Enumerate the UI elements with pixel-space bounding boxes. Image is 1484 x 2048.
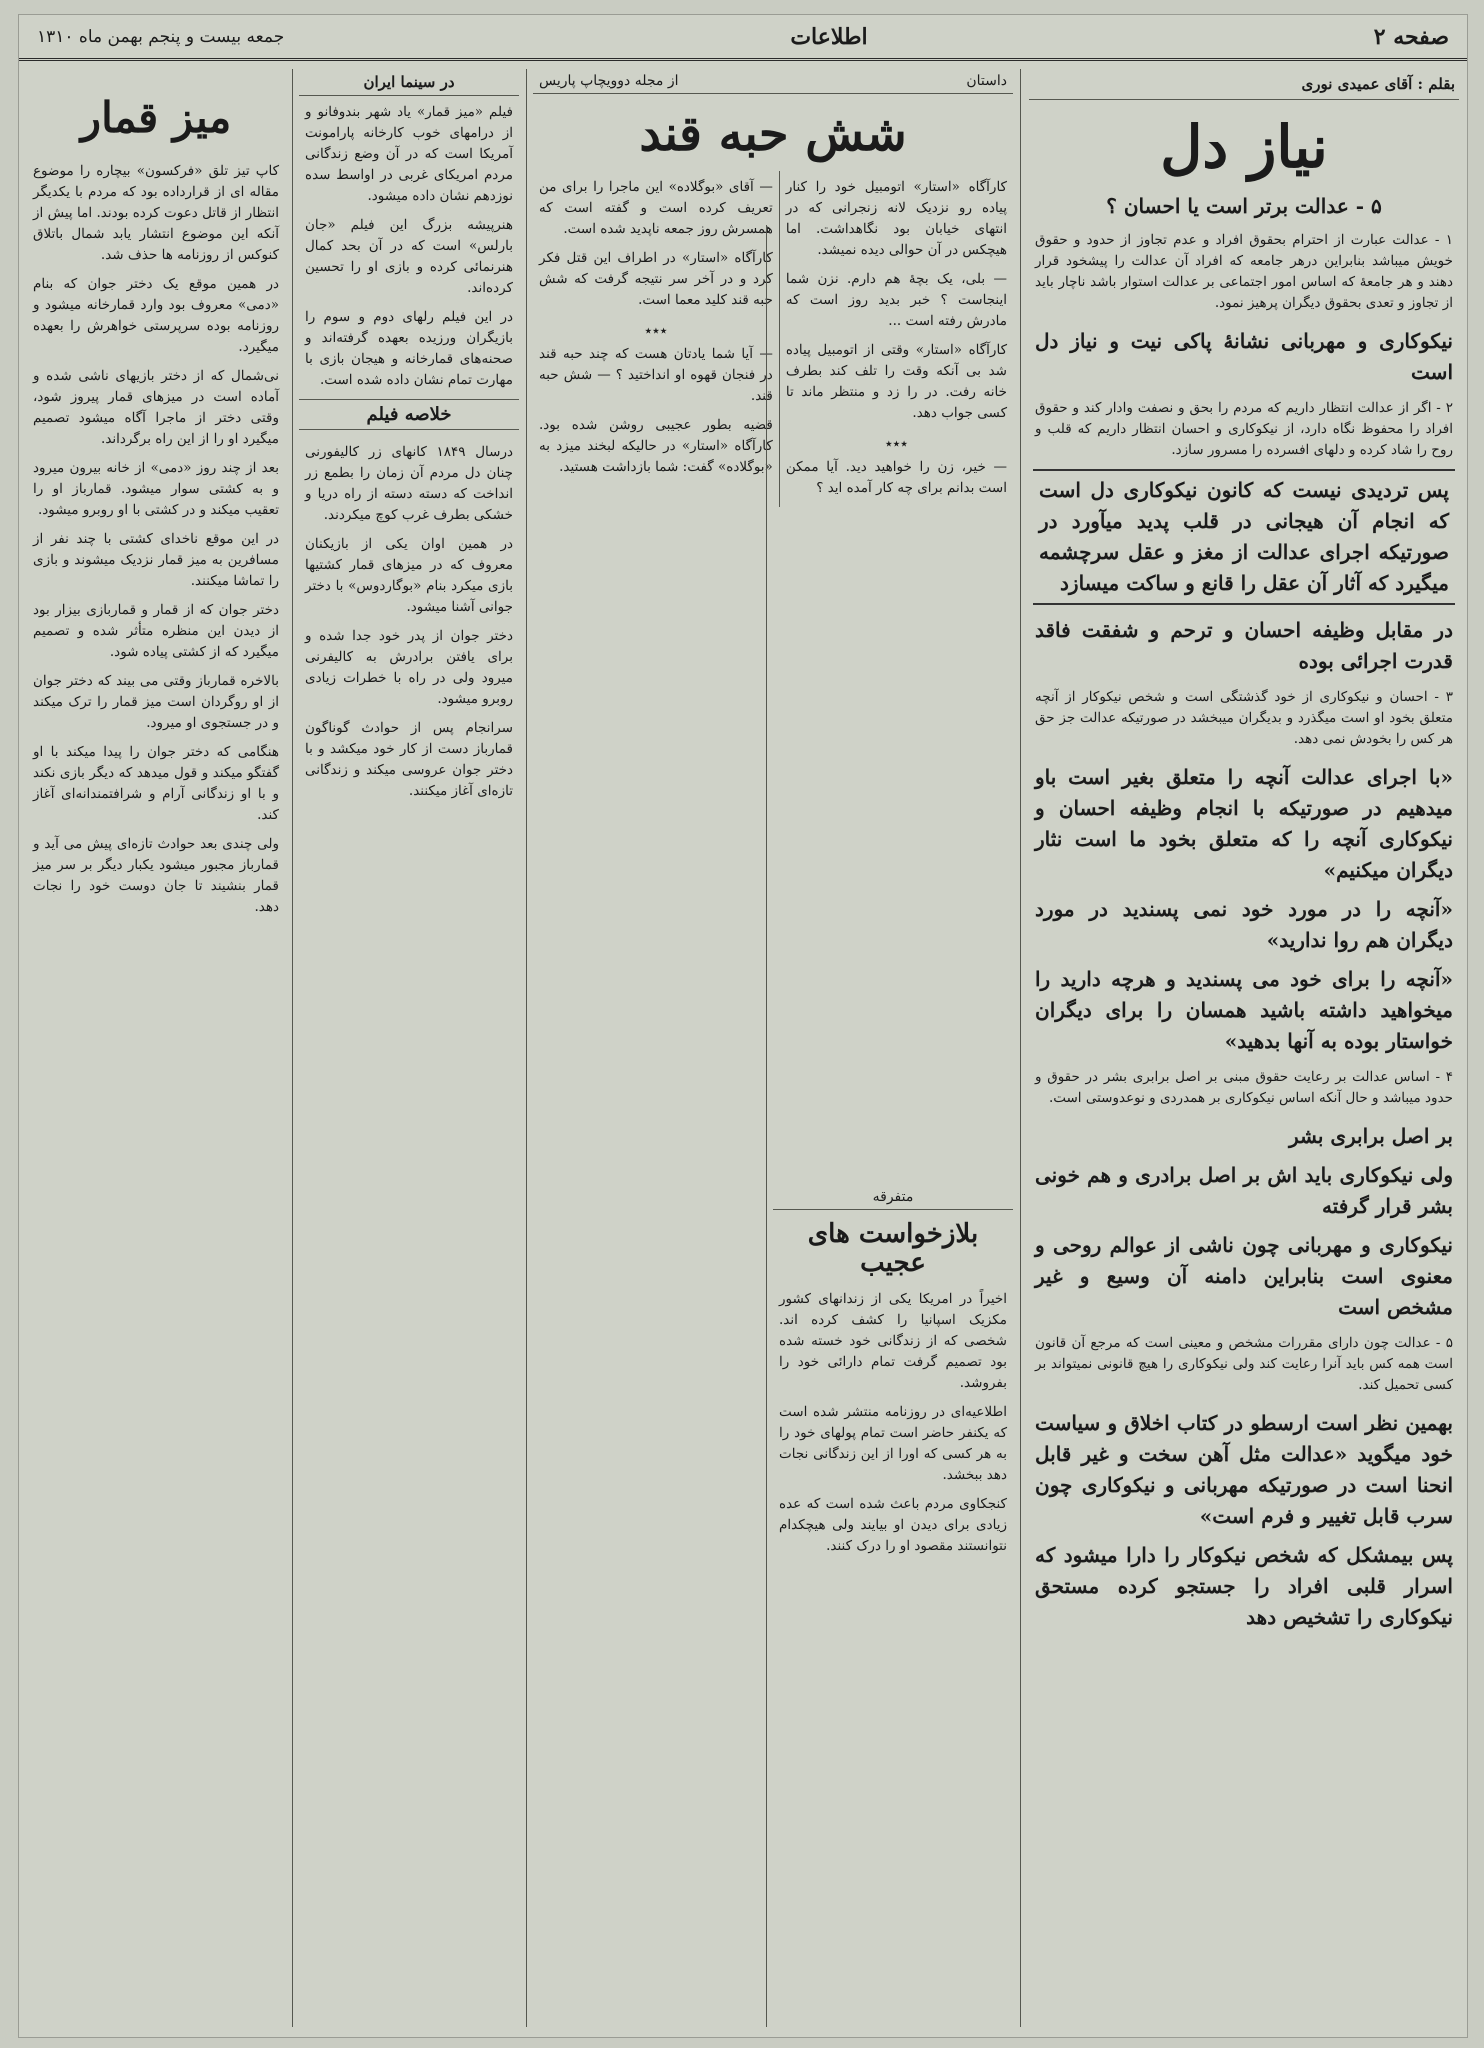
pull-quote: بهمین نظر است ارسطو در کتاب اخلاق و سیاست خود میگوید «عدالت مثل آهن سخت و غیر قابل انحنا است در صورتیکه مهربانی و نیکوکاری چون سرب قابل تغییر و فرم است» xyxy=(1035,1410,1453,1528)
pull-quote: نیکوکاری و مهربانی چون ناشی از عوالم روحی و معنوی است بنابراین دامنه آن وسیع و غیر مشخص است xyxy=(1035,1232,1453,1319)
section-header xyxy=(533,69,1013,94)
article-body xyxy=(1029,1061,1459,1109)
pull-quote: «آنچه را در مورد خود نمی پسندید در مورد دیگران هم روا ندارید» xyxy=(1035,896,1453,952)
story-column-right xyxy=(779,171,1013,507)
film-summary-body xyxy=(299,436,519,802)
paragraph: ولی چندی بعد حوادث تازه‌ای پیش می آید و قمارباز مجبور میشود یکبار دیگر بر سر میز قمار بنشیند تا جان دوست خود را نجات دهد. xyxy=(33,836,279,916)
paragraph: ۵ - عدالت چون دارای مقررات مشخص و معینی است که مرجع آن قانون است همه کس باید آنرا رعایت کند ولی نیکوکاری را هیچ قانونی نمیتواند بر کسی تحمیل کند. xyxy=(1035,1334,1453,1393)
article-strange-requests xyxy=(773,1185,1013,2027)
article-body xyxy=(1029,224,1459,314)
pull-quote: در مقابل وظیفه احسان و ترحم و شفقت فاقد قدرت اجرائی بوده xyxy=(1035,617,1453,673)
paragraph: — آقای «بوگلاده» این ماجرا را برای من تعریف کرده است و گفته است که همسرش روز جمعه ناپدید شده است. xyxy=(539,178,773,237)
newspaper-name: اطلاعات xyxy=(790,23,868,50)
paragraph: — بلی، یک بچهٔ هم دارم. نزن شما اینجاست ؟ خبر بدید روز است که مادرش رفته است ... xyxy=(785,270,1007,329)
article-body xyxy=(1029,392,1459,461)
article-body xyxy=(1029,681,1459,750)
film-summary-title: خلاصه فیلم xyxy=(299,399,519,430)
headline-shesh-habbe-ghand: شش حبه قند xyxy=(639,106,907,162)
paragraph: ۳ - احسان و نیکوکاری از خود گذشتگی است و شخص نیکوکار از آنچه متعلق بخود او است میگذرد و بدیگران میبخشد در صورتیکه عدالت جز حق هر کس را بخودش نمی دهد. xyxy=(1035,688,1453,747)
pull-quote: نیکوکاری و مهربانی نشانهٔ پاکی نیت و نیاز دل است xyxy=(1035,328,1453,384)
article-niyaz-del xyxy=(1029,69,1459,2027)
paragraph: هنرپیشه بزرگ این فیلم «جان بارلس» است که در آن بحد کمال هنرنمائی کرده و بازی او را تحسین کرده‌اند. xyxy=(305,217,513,296)
paragraph: در همین اوان یکی از بازیکنان معروف که در میزهای قمار کشتیها بازی میکرد بنام «بوگاردوس» با دختر جوانی آشنا میشود. xyxy=(305,536,513,615)
paragraph: درسال ۱۸۴۹ کانهای زر کالیفورنی چنان دل مردم آن زمان را بطمع زر انداخت که دسته دسته از راه دریا و خشکی بطرف غرب کوچ میکردند. xyxy=(305,444,513,523)
headline-strange-requests: بلازخواست های عجیب xyxy=(807,1219,979,1278)
paragraph: هنگامی که دختر جوان را پیدا میکند با او گفتگو میکند و قول میدهد که دیگر بازی نکند و با او زندگانی آرام و شرافتمندانه‌ای آغاز کند. xyxy=(33,744,279,824)
newspaper-page xyxy=(18,14,1468,2038)
ornament-divider: ٭٭٭ xyxy=(644,322,668,339)
column-rule xyxy=(526,69,527,2027)
paragraph: در همین موقع یک دختر جوان که بنام «دمی» معروف بود وارد قمارخانه میشود و روزنامه بوده سرپرستی خواهرش را بعهده میگیرد. xyxy=(33,276,279,356)
byline: بقلم : آقای عمیدی نوری xyxy=(1029,69,1459,100)
article-body xyxy=(773,1283,1013,1557)
paragraph: نی‌شمال که از دختر بازیهای ناشی شده و آماده است در میزهای قمار پیروز شود، وقتی دختر از ماجرا آگاه میشود تصمیم میگیرد او را از این راه برگرداند. xyxy=(33,368,279,448)
paragraph: اطلاعیه‌ای در روزنامه منتشر شده است که یکنفر حاضر است تمام پولهای خود را به هر کسی که اورا از این زندگانی نجات دهد ببخشد. xyxy=(779,1404,1007,1484)
paragraph: ۴ - اساس عدالت بر رعایت حقوق مبنی بر اصل برابری بشر در حقوق و حدود میباشد و حال آنکه اساس نیکوکاری بر همدردی و نوعدوستی است. xyxy=(1035,1068,1453,1106)
pull-quote: ولی نیکوکاری باید اش بر اصل برادری و هم خونی بشر قرار گرفته xyxy=(1035,1162,1453,1218)
paragraph: دختر جوان که از قمار و قماربازی بیزار بود از دیدن این منظره متأثر شده و تصمیم میگیرد که از کشتی پیاده شود. xyxy=(33,602,279,661)
section-label: داستان xyxy=(966,73,1007,89)
paragraph: ۲ - اگر از عدالت انتظار داریم که مردم را بحق و نصفت وادار کند و حقوق افراد را محفوظ نگاه دارد، از نیکوکاری و احسان انتظار داریم که قلب و روح را شاد کرده و دلهای افسرده را مسرور سازد. xyxy=(1035,399,1453,458)
masthead xyxy=(19,15,1467,61)
headline-niyaz-del: نیاز دل xyxy=(1160,113,1328,181)
story-column-left xyxy=(533,171,779,507)
article-body xyxy=(1029,1327,1459,1396)
section-label: متفرقه xyxy=(773,1185,1013,1210)
issue-date: جمعه بیست و پنجم بهمن ماه ۱۳۱۰ xyxy=(37,26,285,47)
paragraph: کارآگاه «استار» وقتی از اتومبیل پیاده شد بی آنکه وقت را تلف کند بطرف خانه رفت. در را زد و منتظر ماند تا کسی جواب دهد. xyxy=(785,341,1007,421)
headline-miz-qomar: میز قمار xyxy=(80,93,232,142)
article-miz-qomar xyxy=(27,69,285,2027)
paragraph: — آیا شما یادتان هست که چند حبه قند در فنجان قهوه او انداختید ؟ — شش حبه قند. xyxy=(539,345,773,404)
paragraph: اخیراً در امریکا یکی از زندانهای کشور مکزیک اسپانیا را کشف کرده اند. شخصی که از زندگانی خود خسته شده بود تصمیم گرفت تمام دارائی خود را بفروشد. xyxy=(779,1291,1007,1392)
paragraph: فیلم «میز قمار» یاد شهر بندوفانو و از درامهای خوب کارخانه پارامونت آمریکا است که در آن وضع زندگانی مردم امریکای غربی در اواسط سده نوزدهم نشان داده میشود. xyxy=(305,104,513,204)
paragraph: دختر جوان از پدر خود جدا شده و برای یافتن برادرش به کالیفرنی میرود ولی در راه با خطرات زیادی روبرو میشود. xyxy=(305,628,513,707)
paragraph: کنجکاوی مردم باعث شده است که عده زیادی برای دیدن او بیایند ولی هیچکدام نتوانستند مقصود او را درک کنند. xyxy=(779,1496,1007,1555)
pull-quote: بر اصل برابری بشر xyxy=(1288,1123,1453,1148)
article-shesh-habbe-ghand xyxy=(533,69,1013,1177)
story-columns xyxy=(533,171,1013,507)
paragraph: — خیر، زن را خواهید دید. آیا ممکن است بدانم برای چه کار آمده اید ؟ xyxy=(785,458,1007,496)
paragraph: کارآگاه «استار» در اطراف این قتل فکر کرد و در آخر سر نتیجه گرفت که شش حبه قند کلید معما است. xyxy=(539,249,773,308)
paragraph: کارآگاه «استار» اتومبیل خود را کنار پیاده رو نزدیک لانه زنجرانی که در انتهای خیابان بود نگاهداشت. اما هیچکس در آن حوالی دیده نمیشد. xyxy=(785,178,1007,258)
page-number: صفحه ۲ xyxy=(1373,23,1449,50)
pull-quote: پس تردیدی نیست که کانون نیکوکاری دل است که انجام آن هیجانی در قلب پدید میآورد در صورتیکه اجرای عدالت از مغز و عقل سرچشمه میگیرد که آثار آن عقل را قانع و ساکت میسازد xyxy=(1033,469,1455,605)
ornament-divider: ٭٭٭ xyxy=(884,435,908,452)
pull-quote: «با اجرای عدالت آنچه را متعلق بغیر است باو میدهیم در صورتیکه با انجام وظیفه احسان و نیکوکاری آنچه را که متعلق بخود ما است نثار دیگران میکنیم» xyxy=(1035,764,1453,882)
pull-quote: «آنچه را برای خود می پسندید و هرچه دارید را میخواهید داشته باشید همسان را برای دیگران خواستار بوده به آنها بدهید» xyxy=(1035,966,1453,1053)
paragraph: بعد از چند روز «دمی» از خانه بیرون میرود و به کشتی سوار میشود. قمارباز او را تعقیب میکند و در کشتی با او روبرو میشود. xyxy=(33,460,279,519)
column-rule xyxy=(1020,69,1021,2027)
paragraph: کاپ تیز تلق «فرکسون» بیچاره را موضوع مقاله ای از قرارداده بود که مردم با یکدیگر انتظار از قاتل دعوت کرده بودند. اما پیش از آنکه این موضوع انتشار یابد شمال باتلاق کنوکس از روزنامه ها حذف شد. xyxy=(33,163,279,264)
pull-quote: پس بیمشکل که شخص نیکوکار را دارا میشود که اسرار قلبی افراد را جستجو کرده مستحق نیکوکاری را تشخیص دهد xyxy=(1035,1542,1453,1629)
subheadline: ۵ - عدالت برتر است یا احسان ؟ xyxy=(1106,193,1382,218)
paragraph: ۱ - عدالت عبارت از احترام بحقوق افراد و عدم تجاوز از حدود و حقوق خویش میباشد بنابراین درهر جامعه که افراد آن عدالت را پیشخود قرار دهند و هر جامعهٔ که اساس امور اجتماعی بر عدالت استوار باشد ناچار باید از تجاوز و تعدی بحقوق دیگران پرهیز نمود. xyxy=(1035,231,1453,311)
paragraph: در این فیلم رلهای دوم و سوم را بازیگران ورزیده بعهده گرفته‌اند و صحنه‌های قمارخانه و هیجان بازی با مهارت تمام نشان داده شده است. xyxy=(305,309,513,388)
column-rule xyxy=(766,225,767,2027)
column-rule xyxy=(292,69,293,2027)
paragraph: سرانجام پس از حوادث گوناگون قمارباز دست از کار خود میکشد و با دختر جوان عروسی میکند و زندگانی تازه‌ای آغاز میکنند. xyxy=(305,720,513,799)
source-note: از مجله دوویچاپ پاریس xyxy=(539,73,679,89)
article-film xyxy=(299,69,519,2027)
article-body xyxy=(27,155,285,918)
paragraph: بالاخره قمارباز وقتی می بیند که دختر جوان از او روگردان است میز قمار را ترک میکند و در جستجوی او میرود. xyxy=(33,673,279,732)
article-body xyxy=(299,96,519,391)
paragraph: در این موقع ناخدای کشتی با چند نفر از مسافرین به میز قمار نزدیک میشوند و بازی را تماشا میکنند. xyxy=(33,531,279,590)
section-label: در سینما ایران xyxy=(299,69,519,96)
paragraph: قضیه بطور عجیبی روشن شده بود. کارآگاه «استار» در حالیکه لبخند میزد به «بوگلاده» گفت: شما بازداشت هستید. xyxy=(539,416,773,475)
